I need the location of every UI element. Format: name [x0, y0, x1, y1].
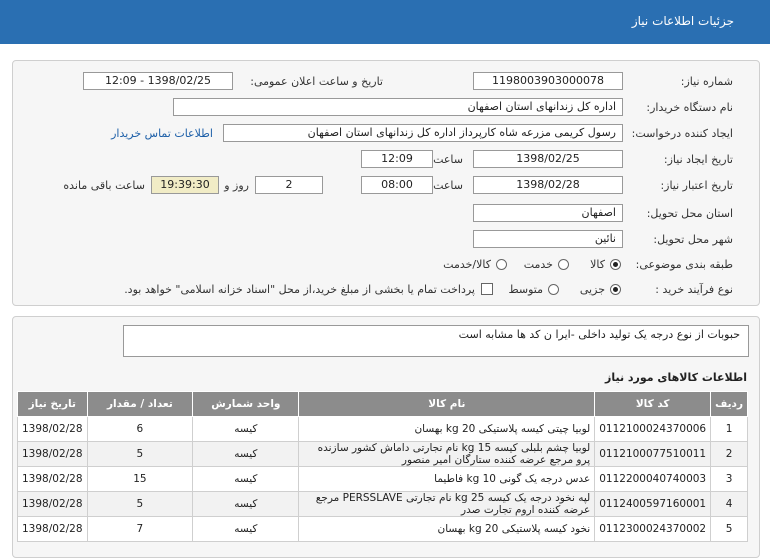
row-date: 1398/02/28	[18, 492, 88, 517]
created-time-field: 12:09	[361, 150, 433, 168]
col-name: نام کالا	[299, 392, 595, 417]
process-label: نوع فرآیند خرید :	[655, 283, 733, 296]
row-date: 1398/02/28	[18, 517, 88, 542]
buyer-label: نام دستگاه خریدار:	[646, 101, 733, 114]
valid-time-label: ساعت	[433, 179, 463, 192]
process-minor-radio[interactable]	[610, 284, 621, 295]
row-qty: 5	[87, 442, 193, 467]
row-date: 1398/02/28	[18, 467, 88, 492]
category-both-label: کالا/خدمت	[443, 258, 491, 271]
need-number-label: شماره نیاز:	[680, 75, 733, 88]
row-qty: 15	[87, 467, 193, 492]
table-row	[18, 442, 748, 467]
process-medium-label: متوسط	[508, 283, 543, 296]
row-qty: 7	[87, 517, 193, 542]
remaining-time-field: 19:39:30	[151, 176, 219, 194]
col-code: کد کالا	[595, 392, 711, 417]
announce-label: تاریخ و ساعت اعلان عمومی:	[250, 75, 383, 88]
row-name: عدس درجه یک گونی 10 kg فاطیما	[299, 467, 595, 492]
category-service-label: خدمت	[523, 258, 553, 271]
col-qty: تعداد / مقدار	[87, 392, 193, 417]
announce-field: 1398/02/25 - 12:09	[83, 72, 233, 90]
row-code: 0112200040740003	[595, 467, 711, 492]
row-number: 3	[711, 467, 748, 492]
table-row	[18, 467, 748, 492]
valid-date-field: 1398/02/28	[473, 176, 623, 194]
process-medium-radio[interactable]	[548, 284, 559, 295]
row-unit: کیسه	[193, 517, 299, 542]
row-code: 0112300024370002	[595, 517, 711, 542]
row-name: لوبیا چشم بلبلی کیسه 15 kg نام تجارتی داماش کشور سازنده پرو مرجع عرضه کننده ستارگان امیر منصور	[299, 442, 595, 467]
row-number: 2	[711, 442, 748, 467]
created-date-field: 1398/02/25	[473, 150, 623, 168]
row-number: 5	[711, 517, 748, 542]
row-qty: 6	[87, 417, 193, 442]
requester-label: ایجاد کننده درخواست:	[631, 127, 733, 140]
goods-table	[17, 391, 748, 542]
row-name: لپه نخود درجه یک کیسه 25 kg نام تجارتی PERSSLAVE مرجع عرضه کننده اروم تجارت صدر	[299, 492, 595, 517]
province-label: استان محل تحویل:	[646, 207, 733, 220]
row-date: 1398/02/28	[18, 442, 88, 467]
requester-field: رسول کریمی مزرعه شاه کارپرداز اداره کل زندانهای استان اصفهان	[223, 124, 623, 142]
need-details-panel	[12, 60, 760, 306]
remaining-label: ساعت باقی مانده	[63, 179, 145, 192]
row-code: 0112100077510011	[595, 442, 711, 467]
goods-section-title: اطلاعات کالاهای مورد نیاز	[605, 371, 747, 384]
buyer-field: اداره کل زندانهای استان اصفهان	[173, 98, 623, 116]
page-title: جزئیات اطلاعات نیاز	[631, 14, 734, 28]
province-field: اصفهان	[473, 204, 623, 222]
row-qty: 5	[87, 492, 193, 517]
table-row	[18, 492, 748, 517]
description-panel	[12, 316, 760, 558]
table-row	[18, 517, 748, 542]
days-field: 2	[255, 176, 323, 194]
col-row: ردیف	[711, 392, 748, 417]
description-field: حبوبات از نوع درجه یک تولید داخلی -ایرا ن کد ها مشابه است	[123, 325, 749, 357]
city-field: نائین	[473, 230, 623, 248]
process-minor-label: جزیی	[579, 283, 605, 296]
valid-time-field: 08:00	[361, 176, 433, 194]
days-label: روز و	[224, 179, 249, 192]
row-number: 4	[711, 492, 748, 517]
category-goods-label: کالا	[590, 258, 605, 271]
row-unit: کیسه	[193, 492, 299, 517]
need-number-field: 1198003903000078	[473, 72, 623, 90]
col-unit: واحد شمارش	[193, 392, 299, 417]
row-date: 1398/02/28	[18, 417, 88, 442]
created-date-label: تاریخ ایجاد نیاز:	[663, 153, 733, 166]
row-number: 1	[711, 417, 748, 442]
row-code: 0112100024370006	[595, 417, 711, 442]
category-service-radio[interactable]	[558, 259, 569, 270]
contact-buyer-link[interactable]: اطلاعات تماس خریدار	[111, 127, 213, 140]
row-unit: کیسه	[193, 467, 299, 492]
treasury-checkbox[interactable]	[481, 283, 493, 295]
city-label: شهر محل تحویل:	[653, 233, 733, 246]
payment-note: پرداخت تمام یا بخشی از مبلغ خرید،از محل "اسناد خزانه اسلامی" خواهد بود.	[124, 283, 475, 296]
goods-table-header	[18, 392, 748, 417]
created-time-label: ساعت	[433, 153, 463, 166]
category-label: طبقه بندی موضوعی:	[635, 258, 733, 271]
row-code: 0112400597160001	[595, 492, 711, 517]
row-unit: کیسه	[193, 442, 299, 467]
table-row	[18, 417, 748, 442]
category-goods-radio[interactable]	[610, 259, 621, 270]
row-name: لوبیا چیتی کیسه پلاستیکی 20 kg بهسان	[299, 417, 595, 442]
col-date: تاریخ نیاز	[18, 392, 88, 417]
row-name: نخود کیسه پلاستیکی 20 kg بهسان	[299, 517, 595, 542]
title-bar	[0, 0, 770, 44]
category-both-radio[interactable]	[496, 259, 507, 270]
valid-date-label: تاریخ اعتبار نیاز:	[660, 179, 733, 192]
row-unit: کیسه	[193, 417, 299, 442]
